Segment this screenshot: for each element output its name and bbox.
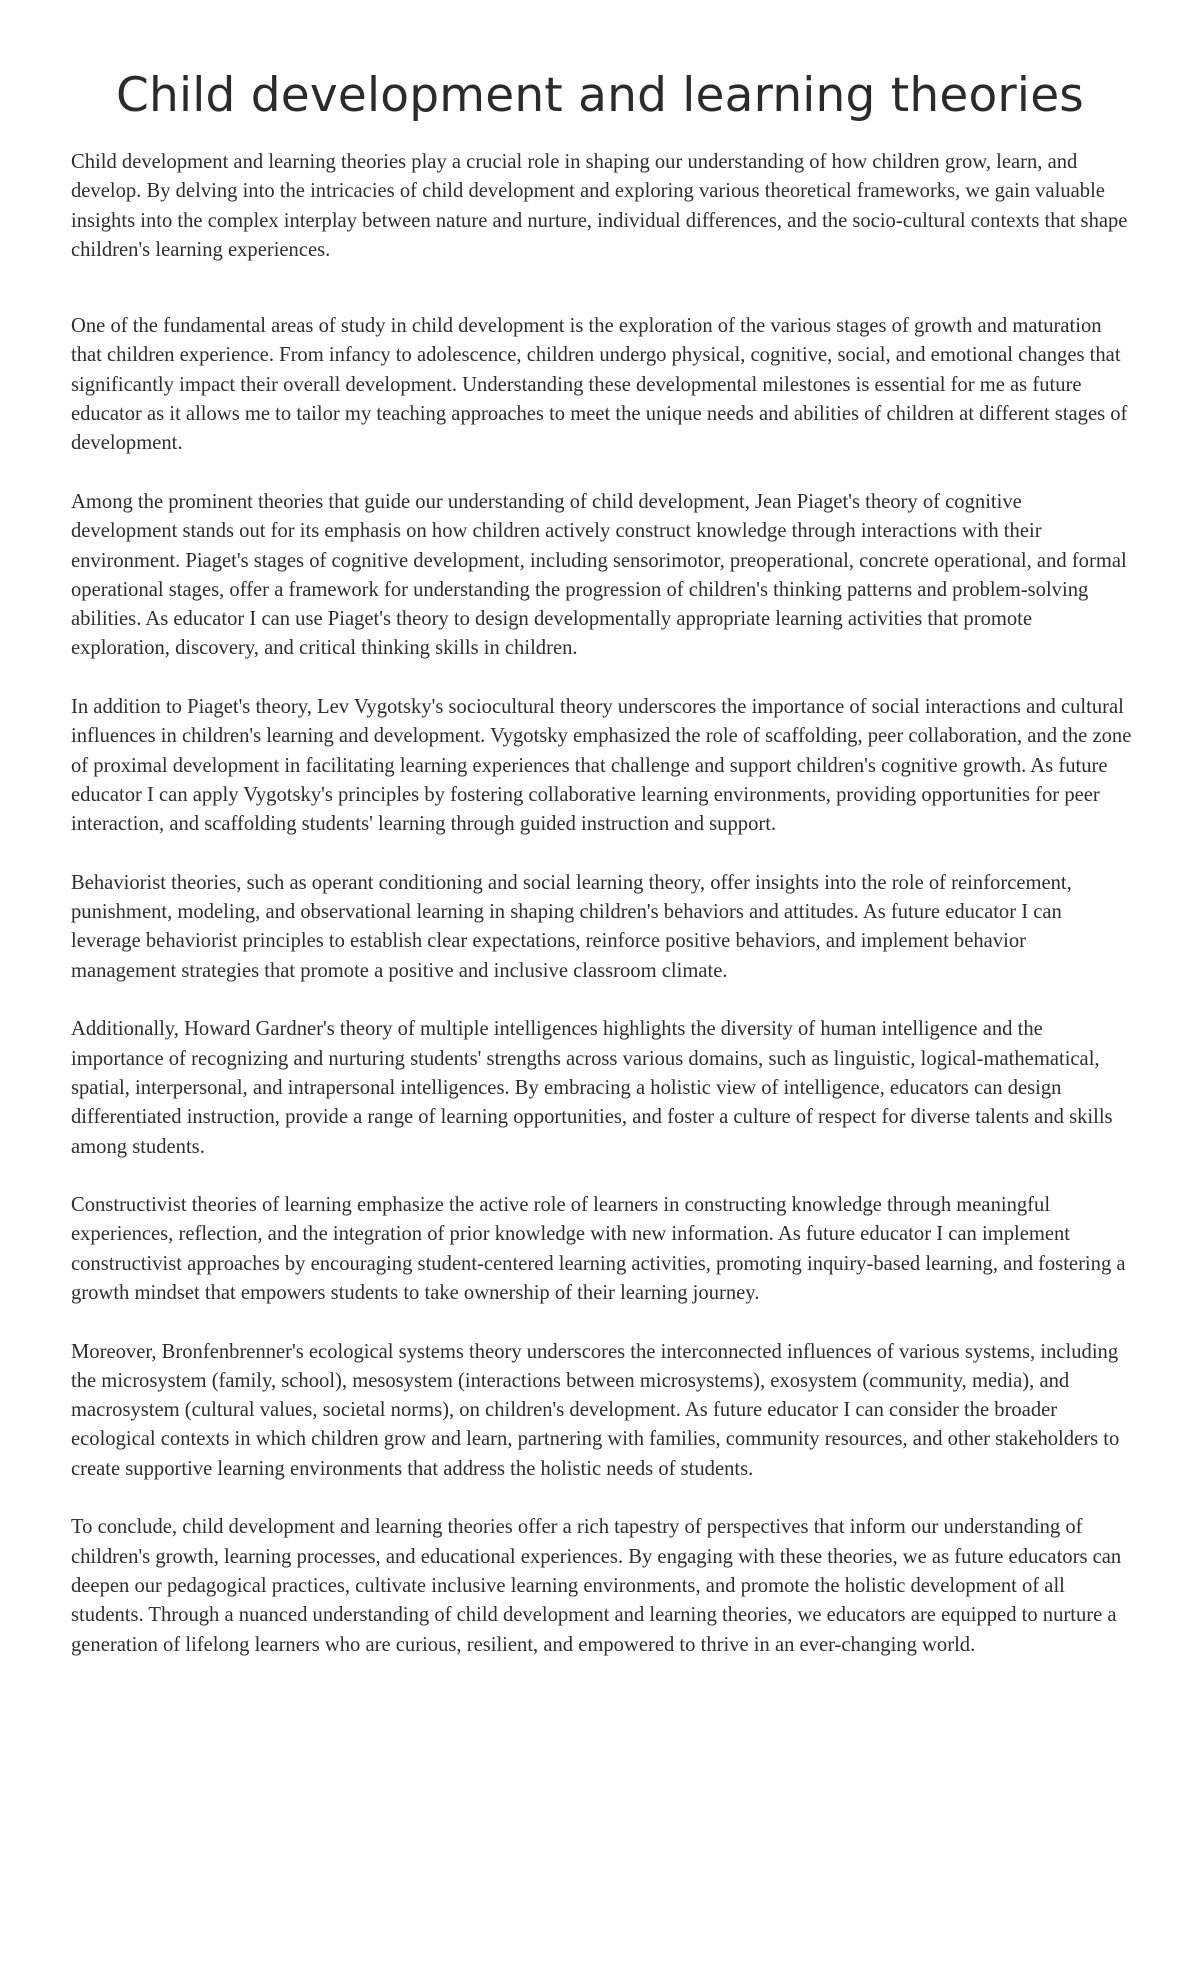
paragraph-piaget: Among the prominent theories that guide our understanding of child development, Jean Piaget's theory of cognitive development stands out for its emphasis on how children actively construct knowledge through interactions with their environment. Piaget's stages of cognitive development, including sensorimotor, preoperational, concrete operational, and formal operational stages, offer a framework for understanding the progression of children's thinking patterns and problem-solving abilities. As educator I can use Piaget's theory to design developmentally appropriate learning activities that promote exploration, discovery, and critical thinking skills in children. bbox=[71, 490, 1127, 660]
paragraph-bronfenbrenner: Moreover, Bronfenbrenner's ecological systems theory underscores the interconnected influences of various systems, including the microsystem (family, school), mesosystem (interactions between microsystems), exosystem (community, media), and macrosystem (cultural values, societal norms), on children's development. As future educator I can consider the broader ecological contexts in which children grow and learn, partnering with families, community resources, and other stakeholders to create supportive learning environments that address the holistic needs of students. bbox=[71, 1340, 1120, 1480]
document-body bbox=[71, 148, 1133, 1689]
paragraph-constructivist: Constructivist theories of learning emphasize the active role of learners in constructing knowledge through meaningful experiences, reflection, and the integration of prior knowledge with new information. As future educator I can implement constructivist approaches by encouraging student-centered learning activities, promoting inquiry-based learning, and fostering a growth mindset that empowers students to take ownership of their learning journey. bbox=[71, 1194, 1126, 1304]
paragraph-introduction: Child development and learning theories play a crucial role in shaping our understanding of how children grow, learn, and develop. By delving into the intricacies of child development and exploring various theoretical frameworks, we gain valuable insights into the complex interplay between nature and nurture, individual differences, and the socio-cultural contexts that shape children's learning experiences. bbox=[71, 151, 1128, 261]
paragraph-gardner: Additionally, Howard Gardner's theory of multiple intelligences highlights the diversity of human intelligence and the importance of recognizing and nurturing students' strengths across various domains, such as linguistic, logical-mathematical, spatial, interpersonal, and intrapersonal intelligences. By embracing a holistic view of intelligence, educators can design differentiated instruction, provide a range of learning opportunities, and foster a culture of respect for diverse talents and skills among students. bbox=[71, 1018, 1113, 1158]
paragraph-vygotsky: In addition to Piaget's theory, Lev Vygotsky's sociocultural theory underscores the importance of social interactions and cultural influences in children's learning and development. Vygotsky emphasized the role of scaffolding, peer collaboration, and the zone of proximal development in facilitating learning experiences that challenge and support children's cognitive growth. As future educator I can apply Vygotsky's principles by fostering collaborative learning environments, providing opportunities for peer interaction, and scaffolding students' learning through guided instruction and support. bbox=[71, 696, 1132, 836]
paragraph-behaviorist: Behaviorist theories, such as operant conditioning and social learning theory, offer insights into the role of reinforcement, punishment, modeling, and observational learning in shaping children's behaviors and attitudes. As future educator I can leverage behaviorist principles to establish clear expectations, reinforce positive behaviors, and implement behavior management strategies that promote a positive and inclusive classroom climate. bbox=[71, 871, 1072, 982]
document-title: Child development and learning theories bbox=[116, 68, 1084, 123]
paragraph-developmental-stages: One of the fundamental areas of study in child development is the exploration of the various stages of growth and maturation that children experience. From infancy to adolescence, children undergo physical, cognitive, social, and emotional changes that significantly impact their overall development. Understanding these developmental milestones is essential for me as future educator as it allows me to tailor my teaching approaches to meet the unique needs and abilities of children at different stages of development. bbox=[71, 315, 1128, 455]
paragraph-conclusion: To conclude, child development and learning theories offer a rich tapestry of perspectives that inform our understanding of children's growth, learning processes, and educational experiences. By engaging with these theories, we as future educators can deepen our pedagogical practices, cultivate inclusive learning environments, and promote the holistic development of all students. Through a nuanced understanding of child development and learning theories, we educators are equipped to nurture a generation of lifelong learners who are curious, resilient, and empowered to thrive in an ever-changing world. bbox=[71, 1516, 1122, 1656]
